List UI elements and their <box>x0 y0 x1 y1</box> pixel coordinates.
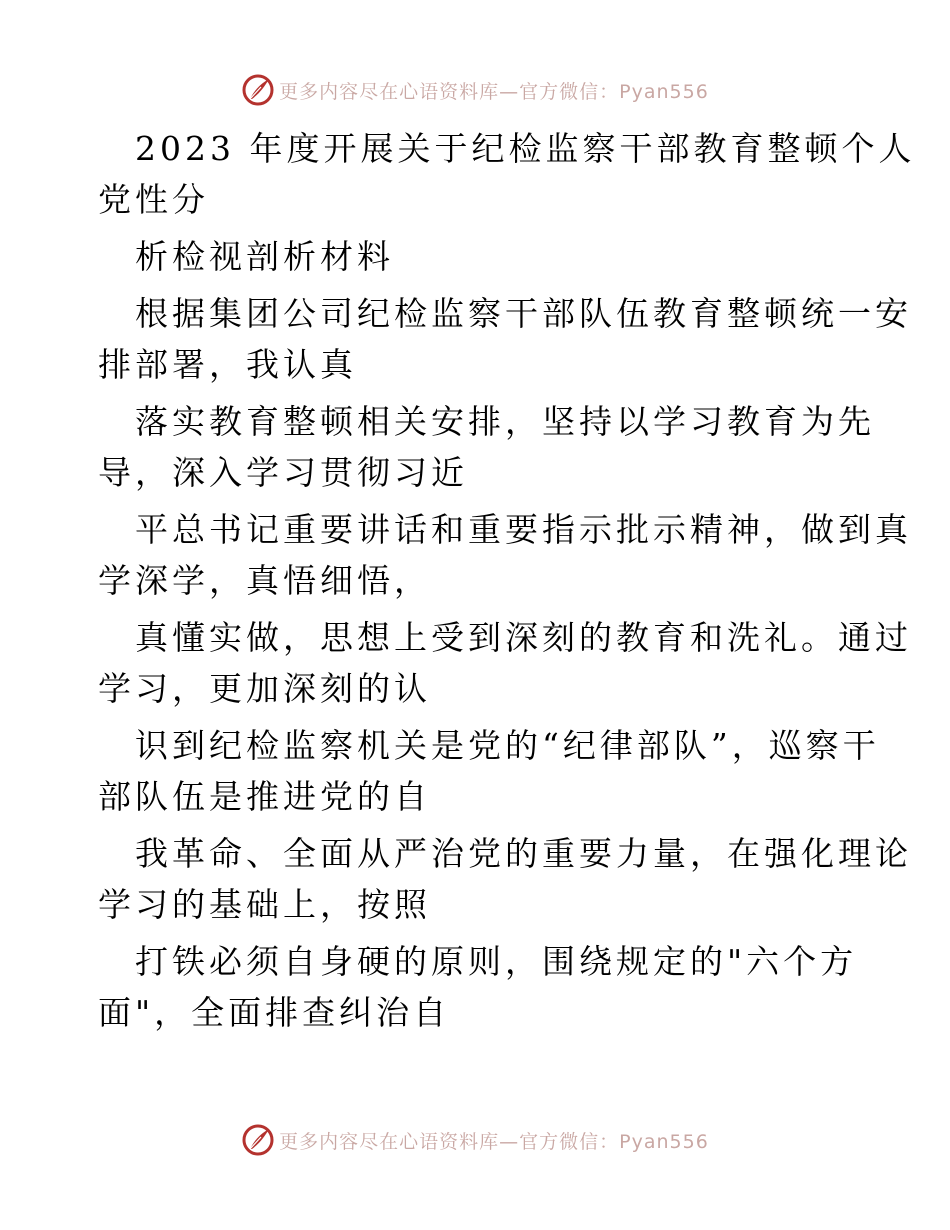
paragraph-line: 根据集团公司纪检监察干部队伍教育整顿统一安 <box>135 294 912 333</box>
paragraph-line: 打铁必须自身硬的原则，围绕规定的"六个方 <box>135 942 858 981</box>
paragraph-line: 学深学，真悟细悟， <box>98 561 431 600</box>
paragraph <box>98 504 912 606</box>
header-banner-text: 更多内容尽在心语资料库—官方微信：Pyan556 <box>279 80 709 103</box>
footer-banner-text: 更多内容尽在心语资料库—官方微信：Pyan556 <box>279 1130 709 1153</box>
paragraph <box>98 396 875 498</box>
paragraph-line: 导，深入学习贯彻习近 <box>98 453 468 492</box>
paragraph-line: 我革命、全面从严治党的重要力量，在强化理论 <box>135 834 912 873</box>
paragraph <box>98 828 912 930</box>
paragraph-line: 部队伍是推进党的自 <box>98 777 431 816</box>
paragraph-line: 排部署，我认真 <box>98 345 357 384</box>
paragraph <box>98 720 880 822</box>
paragraph-line: 析检视剖析材料 <box>135 237 394 276</box>
document-body <box>98 123 916 1044</box>
paragraph <box>98 936 868 1038</box>
paragraph-line: 党性分 <box>98 180 209 219</box>
paragraph <box>98 612 912 714</box>
paragraph-title <box>98 123 916 225</box>
paragraph-line: 学习的基础上，按照 <box>98 885 431 924</box>
paragraph-line: 2023 年度开展关于纪检监察干部教育整顿个人 <box>135 129 916 168</box>
paragraph-line: 面"，全面排查纠治自 <box>98 993 451 1032</box>
paragraph-line: 落实教育整顿相关安排，坚持以学习教育为先 <box>135 402 875 441</box>
footer-banner <box>0 1120 950 1160</box>
feather-pen-logo-icon <box>241 1123 275 1157</box>
paragraph-line: 学习，更加深刻的认 <box>98 669 431 708</box>
paragraph-line: 平总书记重要讲话和重要指示批示精神，做到真 <box>135 510 912 549</box>
paragraph-subtitle <box>98 231 868 282</box>
paragraph <box>98 288 912 390</box>
paragraph-line: 真懂实做，思想上受到深刻的教育和洗礼。通过 <box>135 618 912 657</box>
feather-pen-logo-icon <box>241 73 275 107</box>
paragraph-line: 识到纪检监察机关是党的“纪律部队”，巡察干 <box>135 726 880 765</box>
header-banner <box>0 70 950 110</box>
